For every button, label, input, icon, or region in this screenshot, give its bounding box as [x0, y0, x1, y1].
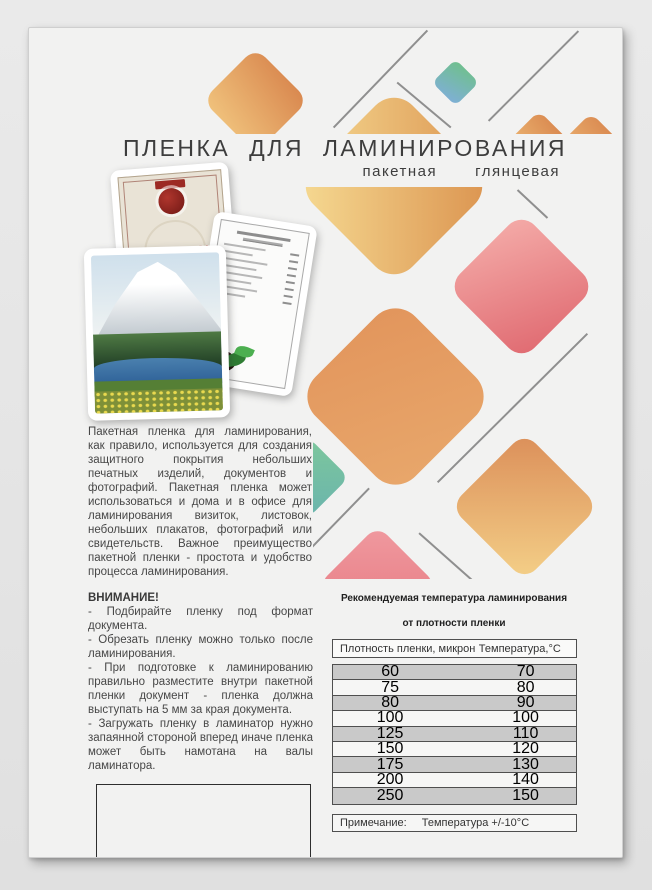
cell-temperature: 70 — [516, 663, 535, 681]
cell-density: 175 — [376, 755, 404, 773]
note-label: Примечание: — [340, 817, 407, 829]
decor-line-3 — [488, 30, 579, 121]
cell-density: 75 — [381, 678, 399, 696]
warning-item: - При подготовке к ламинированию правильно разместите внутри пакетной пленки документ - пленка должна выступать на 5 мм за края документа. — [88, 662, 313, 716]
warning-item: - Подбирайте пленку под формат документа. — [88, 606, 313, 632]
table-row — [333, 788, 576, 803]
cell-temperature: 150 — [512, 786, 539, 804]
decor-diamond-teal-top — [432, 59, 479, 106]
cell-density: 60 — [381, 663, 399, 681]
cell-density: 80 — [381, 693, 399, 711]
warning-heading: ВНИМАНИЕ! — [88, 592, 159, 604]
table-heading-line1: Рекомендуемая температура ламинирования — [340, 593, 568, 604]
cell-density: 100 — [376, 709, 404, 727]
subtitle-glossy: глянцевая — [475, 163, 560, 180]
page — [28, 27, 623, 858]
cell-temperature: 140 — [512, 770, 539, 788]
table-heading-line2: от плотности пленки — [402, 618, 506, 629]
warning-item: - Обрезать пленку можно только после ламинирования. — [88, 634, 313, 660]
mountain-photo — [91, 252, 223, 413]
menu-item-row — [224, 243, 299, 257]
table-row — [333, 770, 576, 788]
cell-temperature: 130 — [512, 755, 539, 773]
note-text: Температура +/-10°C — [421, 817, 530, 829]
table-header-row — [332, 639, 577, 658]
warning-item: - Загружать пленку в ламинатор нужно запаянной стороной вперед иначе пленка может быть намотана на валы ламинатора. — [88, 718, 313, 772]
decor-diamond-orange-yellow-right — [450, 432, 598, 580]
cell-temperature: 110 — [512, 724, 539, 742]
subtitle — [362, 163, 560, 180]
cell-density: 200 — [376, 770, 404, 788]
decor-line-4 — [517, 189, 548, 218]
cell-temperature: 80 — [516, 678, 535, 696]
photo-card — [84, 245, 230, 421]
cell-density: 125 — [376, 724, 404, 742]
intro-paragraph: Пакетная пленка для ламинирования, как правило, используется для создания защитного покрытия небольших печатных изделий, документов и фотографий. Пакетная пленка может использоваться и дома и в офисе для ламинирования визиток, листовок, небольших плакатов, фотографий или свидетельств. Важное преимущество пакетной пленки - простота и удобство процесса ламинирования. — [88, 426, 312, 578]
note-row — [332, 814, 577, 832]
col-temperature-header: Температура,°C — [478, 642, 561, 655]
decor-diamond-pink-large — [447, 212, 595, 360]
warning-block — [88, 591, 313, 773]
cell-temperature: 100 — [512, 709, 539, 727]
photo-flowers — [95, 388, 224, 413]
cell-density: 150 — [376, 740, 404, 758]
cell-temperature: 120 — [512, 740, 539, 758]
subtitle-packet: пакетная — [362, 163, 438, 180]
page-title: ПЛЕНКА ДЛЯ ЛАМИНИРОВАНИЯ — [122, 135, 567, 161]
temperature-table — [332, 664, 577, 805]
cell-density: 250 — [376, 786, 404, 804]
temperature-table-header — [332, 639, 577, 658]
placeholder-box — [96, 784, 311, 858]
cell-temperature: 90 — [516, 693, 535, 711]
col-density-header: Плотность пленки, микрон — [340, 642, 476, 655]
